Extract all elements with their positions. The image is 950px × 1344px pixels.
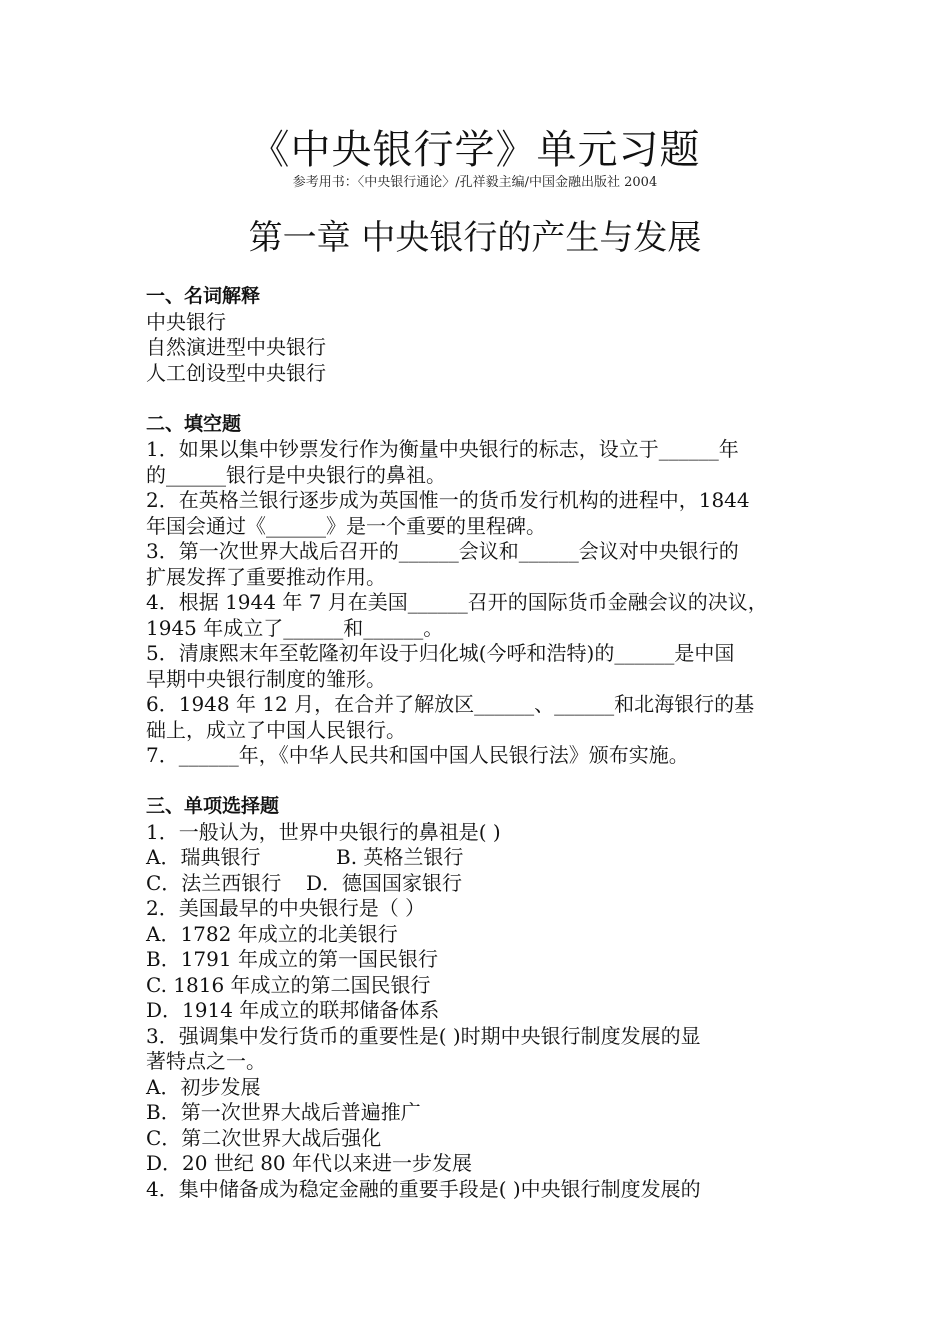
question-3-stem: 3．强调集中发行货币的重要性是( )时期中央银行制度发展的显: [146, 1023, 701, 1048]
fill-blank-line: 2．在英格兰银行逐步成为英国惟一的货币发行机构的进程中，1844: [146, 488, 750, 512]
question-3-option: C．第二次世界大战后强化: [146, 1125, 382, 1150]
term-item: 中央银行: [146, 309, 226, 334]
question-4-stem: 4．集中储备成为稳定金融的重要手段是( )中央银行制度发展的: [146, 1176, 701, 1201]
question-1-stem: 1．一般认为，世界中央银行的鼻祖是( ): [146, 819, 501, 844]
fill-blank-line: 年国会通过《______》是一个重要的里程碑。: [146, 513, 546, 538]
section-heading-terms: 一、名词解释: [146, 285, 261, 307]
question-2-option: A．1782 年成立的北美银行: [146, 921, 398, 946]
question-1-option-b: B. 英格兰银行: [336, 845, 464, 869]
question-3-option: D．20 世纪 80 年代以来进一步发展: [146, 1151, 473, 1175]
section-spacer: [146, 769, 816, 795]
question-2-stem: 2．美国最早的中央银行是（ ）: [146, 896, 426, 920]
fill-blank-line: 7．______年，《中华人民共和国中国人民银行法》颁布实施。: [146, 743, 689, 767]
fill-blank-line: 4．根据 1944 年 7 月在美国______召开的国际货币金融会议的决议，: [146, 590, 768, 614]
fill-blank-line: 扩展发挥了重要推动作用。: [146, 564, 386, 589]
exercise-content: [146, 284, 816, 1202]
chapter-title: 第一章 中央银行的产生与发展: [248, 218, 702, 258]
fill-blank-line: 3．第一次世界大战后召开的______会议和______会议对中央银行的: [146, 539, 739, 563]
question-1-options-row-1: [146, 845, 816, 871]
reference-book: 参考用书：〈中央银行通论〉/孔祥毅主编/中国金融出版社 2004: [292, 175, 658, 190]
question-1-option-d: D．德国国家银行: [306, 870, 463, 895]
question-3-option: A．初步发展: [146, 1074, 261, 1099]
question-2-option: C. 1816 年成立的第二国民银行: [146, 972, 431, 997]
question-2-option: B．1791 年成立的第一国民银行: [146, 947, 438, 971]
question-3-stem: 著特点之一。: [146, 1049, 266, 1073]
question-2-option: D．1914 年成立的联邦储备体系: [146, 998, 440, 1022]
fill-blank-line: 早期中央银行制度的雏形。: [146, 666, 386, 691]
section-spacer: [146, 386, 816, 412]
fill-blank-line: 5．清康熙末年至乾隆初年设于归化城(今呼和浩特)的______是中国: [146, 641, 735, 665]
fill-blank-line: 1945 年成立了______和______。: [146, 615, 444, 640]
term-item: 自然演进型中央银行: [146, 335, 326, 359]
fill-blank-line: 1．如果以集中钞票发行作为衡量中央银行的标志，设立于______年: [146, 437, 739, 461]
section-heading-fill-blank: 二、填空题: [146, 412, 242, 435]
question-1-option-a: A．瑞典银行: [146, 845, 261, 869]
question-1-option-c: C．法兰西银行: [146, 870, 282, 895]
term-item: 人工创设型中央银行: [146, 360, 326, 385]
section-heading-single-choice: 三、单项选择题: [146, 795, 280, 817]
fill-blank-line: 的______银行是中央银行的鼻祖。: [146, 462, 446, 487]
fill-blank-line: 础上，成立了中国人民银行。: [146, 717, 406, 742]
fill-blank-line: 6．1948 年 12 月，在合并了解放区______、______和北海银行的基: [146, 692, 755, 716]
question-1-options-row-2: [146, 871, 816, 897]
question-3-option: B．第一次世界大战后普遍推广: [146, 1100, 421, 1124]
document-title: 《中央银行学》单元习题: [249, 127, 701, 173]
